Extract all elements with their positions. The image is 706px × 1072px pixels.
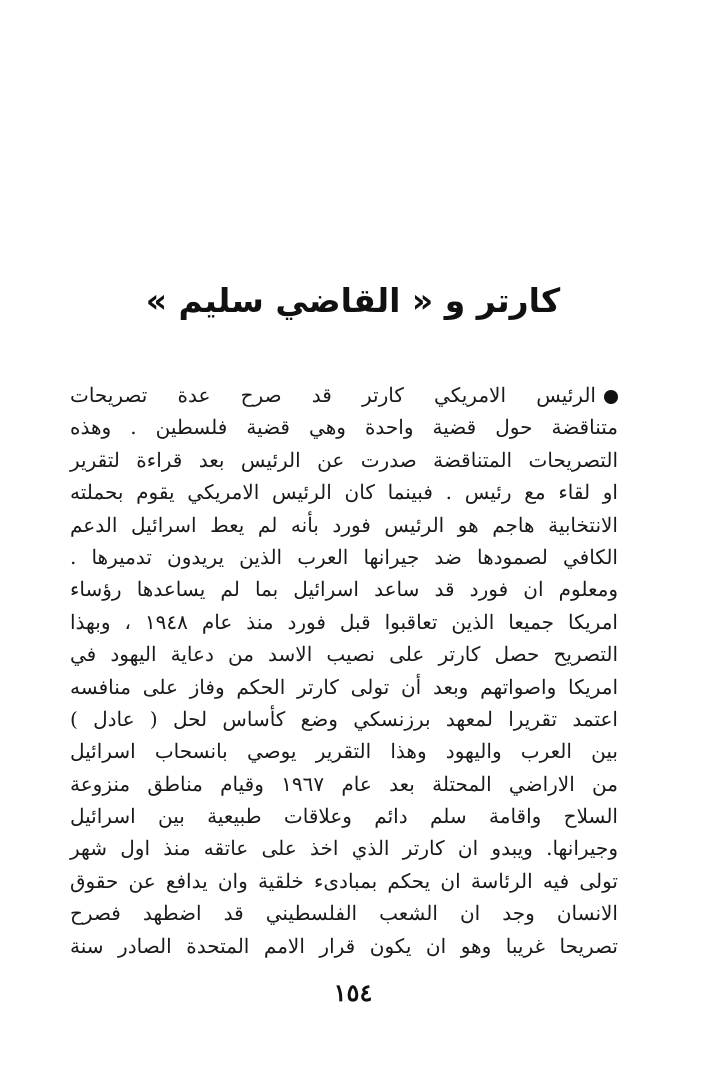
text-line: من الاراضي المحتلة بعد عام ١٩٦٧ وقيام مناطق منزوعة — [70, 771, 618, 796]
body-paragraph — [70, 379, 618, 962]
text-line: الانتخابية هاجم هو الرئيس فورد بأنه لم يعط اسرائيل الدعم — [70, 512, 618, 537]
text-line: متناقضة حول قضية واحدة وهي قضية فلسطين . وهذه — [70, 415, 618, 440]
text-line: تولى فيه الرئاسة ان يحكم بمبادىء خلقية وان يدافع عن حقوق — [70, 868, 618, 893]
text-line: اعتمد تقريرا لمعهد برزنسكي وضع كأساس لحل ( عادل ) — [70, 706, 618, 731]
text-line: بين العرب واليهود وهذا التقرير يوصي بانسحاب اسرائيل — [70, 739, 618, 764]
page-number: ١٥٤ — [333, 978, 373, 1007]
bullet-icon — [604, 390, 618, 404]
text-line: التصريحات المتناقضة صدرت عن الرئيس بعد قراءة لتقرير — [70, 447, 618, 472]
text-line: ومعلوم ان فورد قد ساعد اسرائيل بما لم يساعدها رؤساء — [70, 577, 618, 602]
text-line: تصريحا غريبا وهو ان يكون قرار الامم المتحدة الصادر سنة — [70, 933, 618, 958]
text-line: الكافي لصمودها ضد جيرانها العرب الذين يريدون تدميرها . — [70, 544, 618, 569]
chapter-title: كارتر و « القاضي سليم » — [145, 281, 561, 320]
text-line: التصريح حصل كارتر على نصيب الاسد من دعاية اليهود في — [70, 642, 619, 667]
text-line: الرئيس الامريكي كارتر قد صرح عدة تصريحات — [70, 379, 618, 411]
text-line: السلاح واقامة سلم دائم وعلاقات طبيعية بين اسرائيل — [70, 804, 618, 829]
text-line: امريكا واصواتهم وبعد أن تولى كارتر الحكم وفاز على منافسه — [70, 674, 618, 699]
text-line: امريكا جميعا الذين تعاقبوا قبل فورد منذ عام ١٩٤٨ ، وبهذا — [70, 609, 618, 634]
text-line: الانسان وجد ان الشعب الفلسطيني قد اضطهد فصرح — [70, 901, 618, 926]
text-line: وجيرانها. ويبدو ان كارتر الذي اخذ على عاتقه منذ اول شهر — [70, 836, 618, 861]
text-line: او لقاء مع رئيس . فبينما كان الرئيس الامريكي يقوم بحملته — [70, 480, 618, 505]
